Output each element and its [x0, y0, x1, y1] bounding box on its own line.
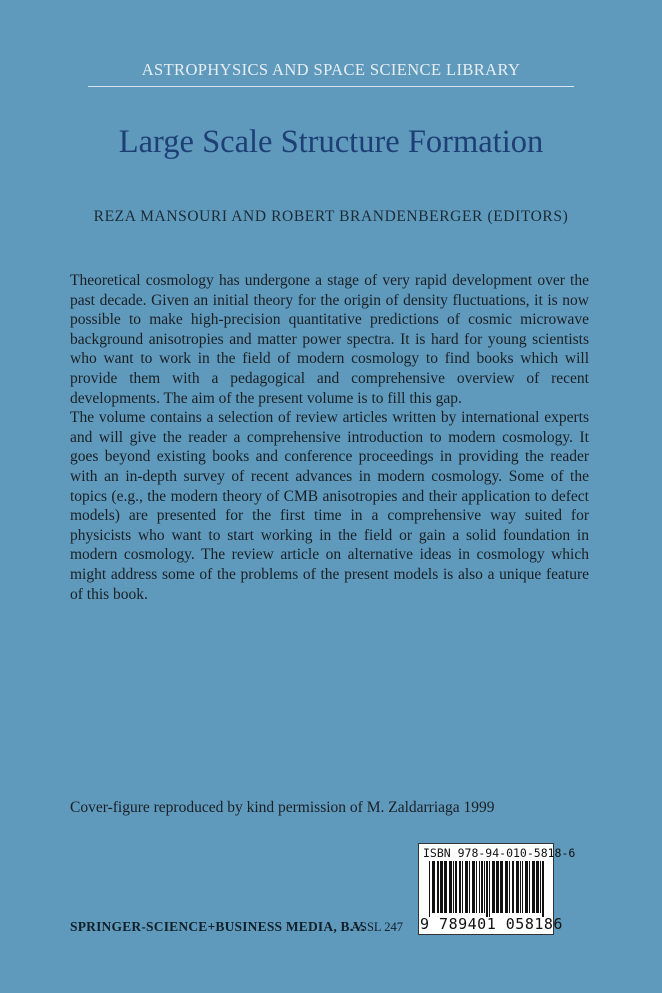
barcode-bar: [455, 861, 457, 913]
description-paragraph-2: The volume contains a selection of review articles written by international experts and will give the reader a comprehensive introduction to modern cosmology. It goes beyond existing books and conference proceedings in providing the reader with an in-depth survey of recent advances in modern cosmology. Some of the topics (e.g., the modern theory of CMB anisotropies and their application to defect models) are presented for the first time in a comprehensive way suited for physicists who want to start working in the field or gain a solid foundation in modern cosmology. The review article on alternative ideas in cosmology which might address some of the problems of the present models is also a unique feature of this book.: [70, 409, 589, 603]
barcode-bar: [476, 861, 477, 913]
barcode-bar: [509, 861, 510, 913]
barcode-bar: [540, 861, 541, 913]
barcode-bar: [462, 861, 463, 913]
barcode-bar: [481, 861, 483, 913]
publisher: SPRINGER-SCIENCE+BUSINESS MEDIA, B.V.: [70, 919, 366, 934]
barcode-bar: [453, 861, 454, 913]
isbn-number: ISBN 978-94-010-5818-6: [423, 846, 576, 860]
barcode-bar: [486, 861, 488, 917]
barcode-bar: [516, 861, 519, 913]
barcode-bars: [427, 861, 547, 917]
barcode-bar: [469, 861, 470, 913]
barcode-bar: [512, 861, 514, 913]
barcode-bar: [525, 861, 528, 913]
barcode-bar: [489, 861, 490, 917]
barcode-bar: [522, 861, 523, 913]
barcode-bar: [429, 861, 430, 917]
barcode-bar: [500, 861, 503, 913]
barcode-bar: [449, 861, 452, 913]
barcode-bar: [444, 861, 447, 913]
barcode-bar: [492, 861, 495, 913]
series-name: ASTROPHYSICS AND SPACE SCIENCE LIBRARY: [141, 60, 521, 79]
barcode-bar: [432, 861, 435, 913]
barcode-bar: [520, 861, 521, 913]
barcode-bar: [472, 861, 475, 913]
editors-line: REZA MANSOURI AND ROBERT BRANDENBERGER (EDITORS): [93, 208, 569, 225]
book-title: Large Scale Structure Formation: [118, 124, 544, 160]
barcode-bar: [505, 861, 508, 913]
barcode-bar: [479, 861, 480, 913]
series-divider: [88, 86, 574, 87]
description: [70, 271, 589, 604]
isbn-barcode: [418, 843, 576, 935]
barcode-bar: [496, 861, 499, 913]
barcode-bar: [532, 861, 535, 913]
barcode-bar: [465, 861, 468, 913]
description-paragraph-1: Theoretical cosmology has undergone a stage of very rapid development over the past decade. Given an initial theory for the origin of density fluctuations, it is now possible to make high-precision quantitative predictions of cosmic microwave background anisotropies and matter power spectra. It is hard for young scientists who want to work in the field of modern cosmology to find books which will provide them with a pedagogical and comprehensive overview of recent developments. The aim of the present volume is to fill this gap.: [70, 272, 589, 407]
barcode-bar: [529, 861, 530, 913]
barcode-bar: [440, 861, 443, 913]
barcode-bar: [437, 861, 439, 913]
barcode-bar: [542, 861, 544, 917]
series-number: ASSL 247: [351, 920, 403, 934]
barcode-bar: [484, 861, 485, 913]
cover-credit: Cover-figure reproduced by kind permission of M. Zaldarriaga 1999: [70, 799, 495, 816]
barcode-digits: 9 789401 058186: [420, 915, 563, 933]
barcode-bar: [536, 861, 539, 913]
barcode-bar: [459, 861, 461, 913]
